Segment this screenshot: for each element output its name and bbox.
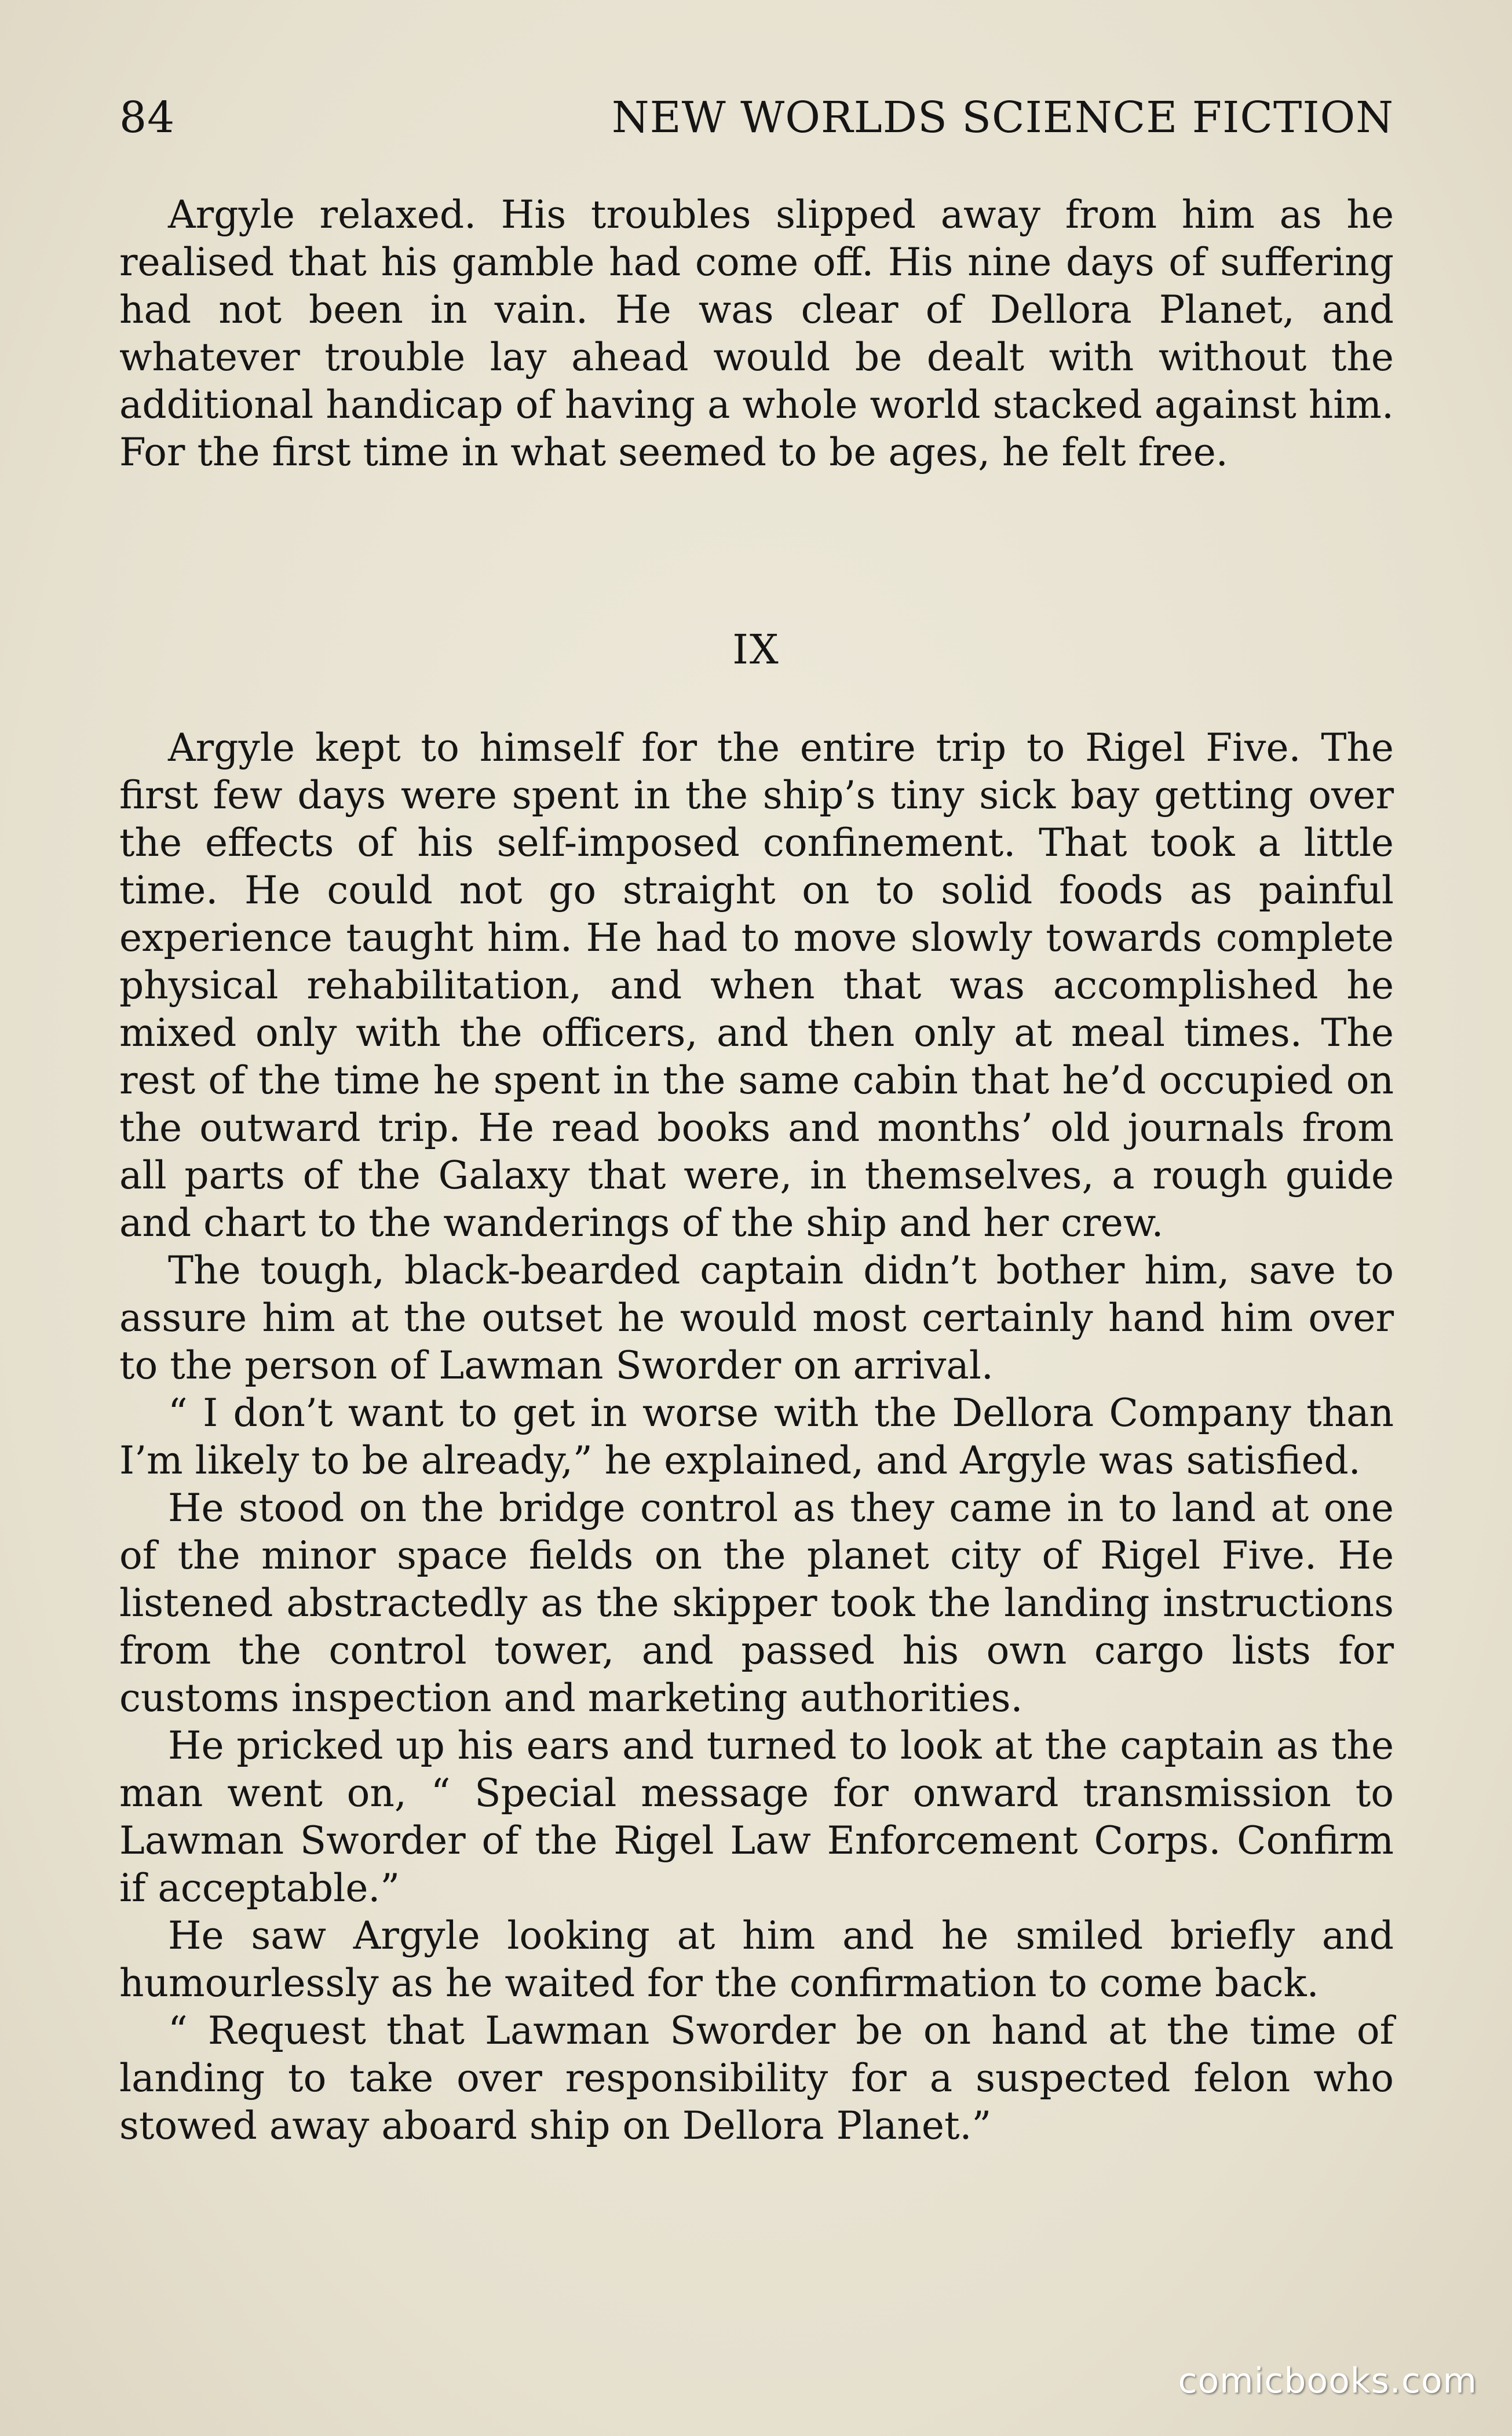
paragraph: The tough, black-bearded captain didn’t bother him, save to assure him at the outset he would most certainly hand him over to the person of Lawman Sworder on arrival. <box>119 1248 1394 1388</box>
paragraph: Argyle relaxed. His troubles slipped away from him as he realised that his gamble had come off. His nine days of suffering had not been in vain. He was clear of Dellora Planet, and whatever trouble lay ahead would be dealt with without the additional handicap of having a whole world stacked against him. For the first time in what seemed to be ages, he felt free. <box>119 192 1394 475</box>
chapter-heading: IX <box>732 626 780 673</box>
watermark: comicbooks.com <box>1178 2361 1477 2401</box>
section-1-body <box>119 191 1394 476</box>
paragraph: He saw Argyle looking at him and he smiled briefly and humourlessly as he waited for the confirmation to come back. <box>119 1913 1394 2005</box>
paragraph: He stood on the bridge control as they came in to land at one of the minor space fields on the planet city of Rigel Five. He listened abstractedly as the skipper took the landing instructions from the control tower, and passed his own cargo lists for customs inspection and marketing authorities. <box>119 1486 1394 1720</box>
paragraph: Argyle kept to himself for the entire trip to Rigel Five. The first few days were spent in the ship’s tiny sick bay getting over the effects of his self-imposed confinement. That took a little time. He could not go straight on to solid foods as painful experience taught him. He had to move slowly towards complete physical rehabilitation, and when that was accomplished he mixed only with the officers, and then only at meal times. The rest of the time he spent in the same cabin that he’d occupied on the outward trip. He read books and months’ old journals from all parts of the Galaxy that were, in themselves, a rough guide and chart to the wanderings of the ship and her crew. <box>119 725 1394 1245</box>
page-number: 84 <box>119 93 176 143</box>
paragraph: “ I don’t want to get in worse with the Dellora Company than I’m likely to be already,” he explained, and Argyle was satisfied. <box>119 1391 1394 1483</box>
paragraph: He pricked up his ears and turned to look at the captain as the man went on, “ Special message for onward transmission to Lawman Sworder of the Rigel Law Enforcement Corps. Confirm if acceptable.” <box>119 1723 1394 1910</box>
section-2-body <box>119 724 1394 2150</box>
running-title: NEW WORLDS SCIENCE FICTION <box>611 93 1394 143</box>
page-header <box>119 93 1394 156</box>
paragraph: “ Request that Lawman Sworder be on hand at the time of landing to take over responsibility for a suspected felon who stowed away aboard ship on Dellora Planet.” <box>119 2008 1394 2148</box>
